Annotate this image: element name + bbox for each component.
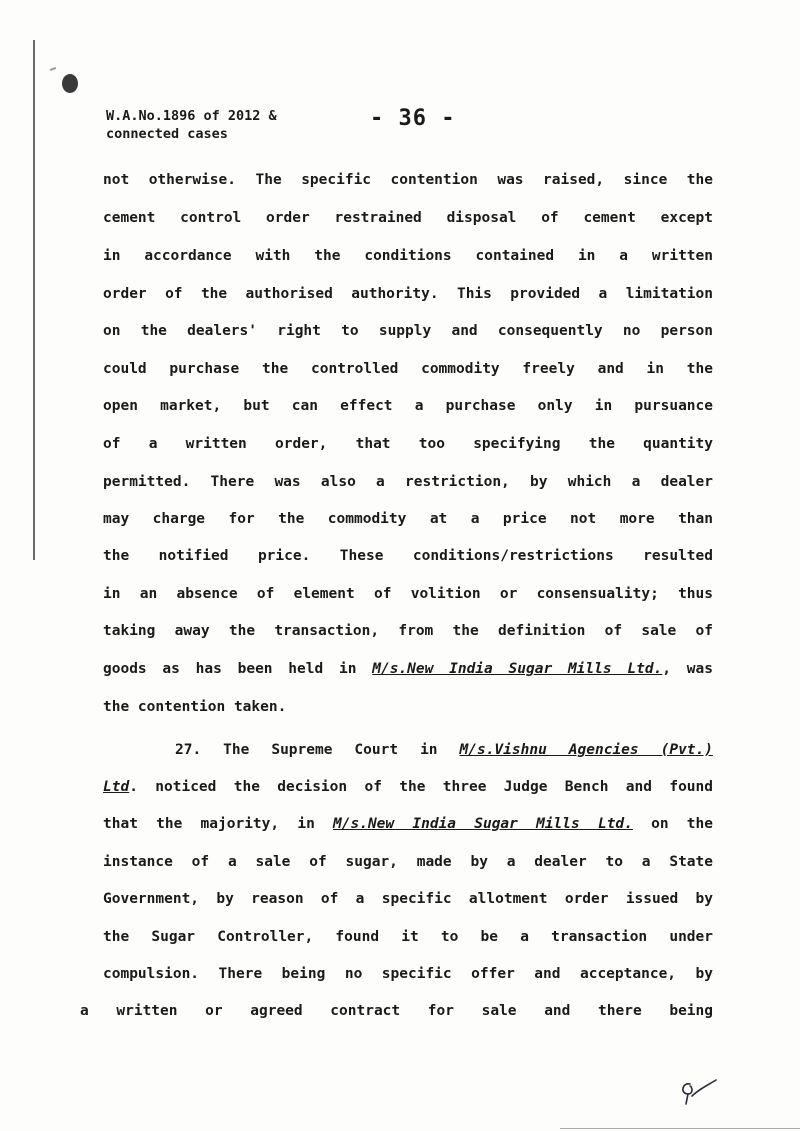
text-line: taking away the transaction, from the definition of sale of (103, 623, 713, 639)
text-line: order of the authorised authority. This provided a limitation (103, 286, 713, 302)
text-line: not otherwise. The specific contention was raised, since the (103, 172, 713, 188)
case-citation: Ltd (103, 779, 130, 795)
stray-mark (50, 67, 56, 71)
text-line: instance of a sale of sugar, made by a dealer to a State (103, 854, 713, 870)
case-number-header (106, 107, 277, 143)
page-number: - 36 - (370, 106, 456, 131)
text-line: could purchase the controlled commodity freely and in the (103, 361, 713, 377)
margin-rule (33, 40, 35, 560)
case-citation: M/s.Vishnu Agencies (Pvt.) (459, 742, 713, 758)
text-line: may charge for the commodity at a price not more than (103, 511, 713, 527)
case-number-line: W.A.No.1896 of 2012 & (106, 108, 277, 124)
text-line: of a written order, that too specifying the quantity (103, 436, 713, 452)
text-line: Government, by reason of a specific allotment order issued by (103, 891, 713, 907)
text-line: in accordance with the conditions contained in a written (103, 248, 713, 264)
bottom-edge-line (560, 1128, 800, 1129)
case-citation: M/s.New India Sugar Mills Ltd. (333, 816, 633, 832)
text-line: open market, but can effect a purchase only in pursuance (103, 398, 713, 414)
text-line: Ltd. noticed the decision of the three Judge Bench and found (103, 779, 713, 795)
punch-hole (62, 74, 78, 93)
text-line: the notified price. These conditions/restrictions resulted (103, 548, 713, 564)
text-line: that the majority, in M/s.New India Sugar Mills Ltd. on the (103, 816, 713, 832)
text-line: on the dealers' right to supply and consequently no person (103, 323, 713, 339)
initials-signature (676, 1076, 720, 1114)
case-citation: M/s.New India Sugar Mills Ltd. (372, 661, 663, 677)
text-line: a written or agreed contract for sale and there being (80, 1003, 713, 1019)
text-line: the contention taken. (103, 699, 287, 715)
connected-cases-line: connected cases (106, 126, 228, 142)
text-line: 27. The Supreme Court in M/s.Vishnu Agencies (Pvt.) (175, 742, 713, 758)
text-line: in an absence of element of volition or consensuality; thus (103, 586, 713, 602)
text-line: cement control order restrained disposal of cement except (103, 210, 713, 226)
text-line: the Sugar Controller, found it to be a transaction under (103, 929, 713, 945)
text-line: permitted. There was also a restriction, by which a dealer (103, 474, 713, 490)
text-line: goods as has been held in M/s.New India Sugar Mills Ltd., was (103, 661, 713, 677)
text-line: compulsion. There being no specific offer and acceptance, by (103, 966, 713, 982)
